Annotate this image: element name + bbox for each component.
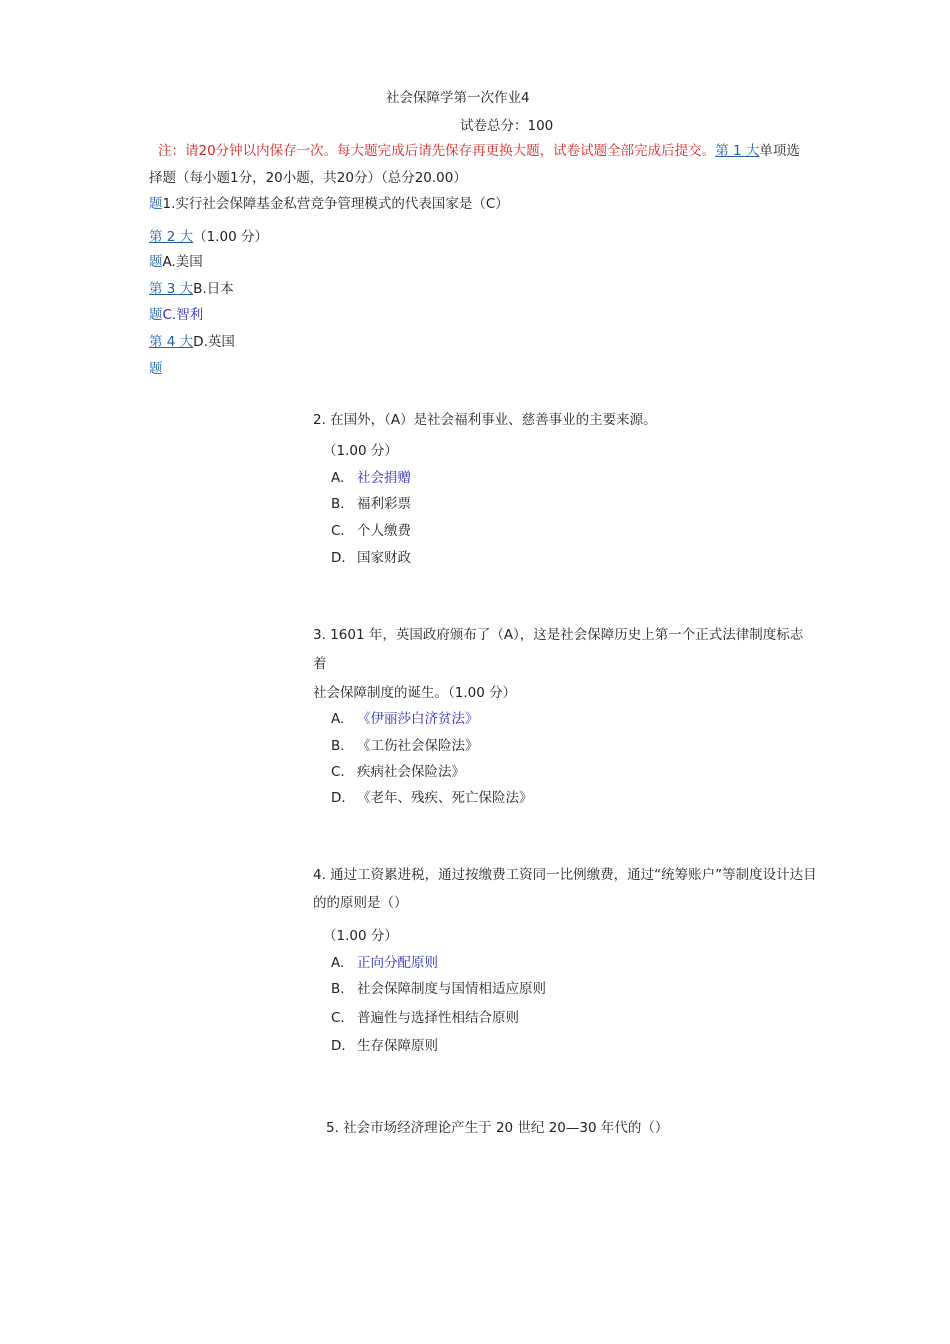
question-1-option-c-line [149,305,203,325]
section-2-ti[interactable]: 题 [149,254,163,270]
question-2-option-c[interactable]: C. 个人缴费 [331,523,411,539]
question-4-option-d[interactable]: D. 生存保障原则 [331,1038,438,1054]
notice-text: 注：请20分钟以内保存一次。每大题完成后请先保存再更换大题，试卷试题全部完成后提交。 [158,143,716,159]
question-3-stem-line-1: 3. 1601 年，英国政府颁布了（A），这是社会保障历史上第一个正式法律制度标志 [313,627,804,643]
question-5-stem: 5. 社会市场经济理论产生于 20 世纪 20—30 年代的（） [326,1120,669,1136]
question-2-option-a[interactable]: A. 社会捐赠 [331,470,411,486]
question-4-score: （1.00 分） [323,928,398,944]
section-2-link[interactable]: 第 2 大 [149,229,194,245]
question-2-option-d[interactable]: D. 国家财政 [331,550,411,566]
question-2-option-b[interactable]: B. 福利彩票 [331,496,411,512]
question-1-score-line [149,227,268,247]
question-4-stem-line-1: 4. 通过工资累进税，通过按缴费工资同一比例缴费，通过“统筹账户”等制度设计达目 [313,867,817,883]
question-1-score: （1.00 分） [193,229,269,245]
question-4-option-b[interactable]: B. 社会保障制度与国情相适应原则 [331,981,546,997]
question-4-stem-line-2: 的的原则是（） [313,895,408,911]
section-3-link[interactable]: 第 3 大 [149,281,194,297]
question-1-option-d[interactable]: D.英国 [193,334,235,350]
notice-section-type: 单项选 [759,143,800,159]
section-1-link[interactable]: 第 1 大 [715,143,760,159]
question-4-option-c[interactable]: C. 普遍性与选择性相结合原则 [331,1010,519,1026]
question-1-option-a[interactable]: A.美国 [162,254,203,270]
question-1-option-b-line [149,279,234,299]
section-4-ti[interactable]: 题 [149,361,163,377]
question-1-option-c[interactable]: C.智利 [162,307,204,323]
notice-line-2: 择题（每小题1分，20小题，共20分）（总分20.00） [149,170,467,186]
question-2-stem: 2. 在国外，（A）是社会福利事业、慈善事业的主要来源。 [313,412,657,428]
section-4-link[interactable]: 第 4 大 [149,334,194,350]
page-title: 社会保障学第一次作业4 [386,90,530,106]
question-3-option-a[interactable]: A. 《伊丽莎白济贫法》 [331,711,479,727]
question-1-option-b[interactable]: B.日本 [193,281,234,297]
notice-line-1 [158,141,800,161]
question-1-option-d-line [149,332,235,352]
question-1-option-a-line [149,252,203,272]
question-3-option-c[interactable]: C. 疾病社会保险法》 [331,764,465,780]
question-3-stem-line-2: 着 [313,656,327,672]
question-2-score: （1.00 分） [323,443,398,459]
total-score: 试卷总分：100 [460,118,554,134]
section-3-ti[interactable]: 题 [149,307,163,323]
question-1-stem-line [149,194,509,214]
question-3-option-d[interactable]: D. 《老年、残疾、死亡保险法》 [331,790,533,806]
question-1-stem: 1.实行社会保障基金私营竞争管理模式的代表国家是（C） [162,196,509,212]
question-3-stem-line-3: 社会保障制度的诞生。（1.00 分） [313,685,517,701]
question-4-option-a[interactable]: A. 正向分配原则 [331,955,438,971]
question-3-option-b[interactable]: B. 《工伤社会保险法》 [331,738,479,754]
section-1-ti[interactable]: 题 [149,196,163,212]
